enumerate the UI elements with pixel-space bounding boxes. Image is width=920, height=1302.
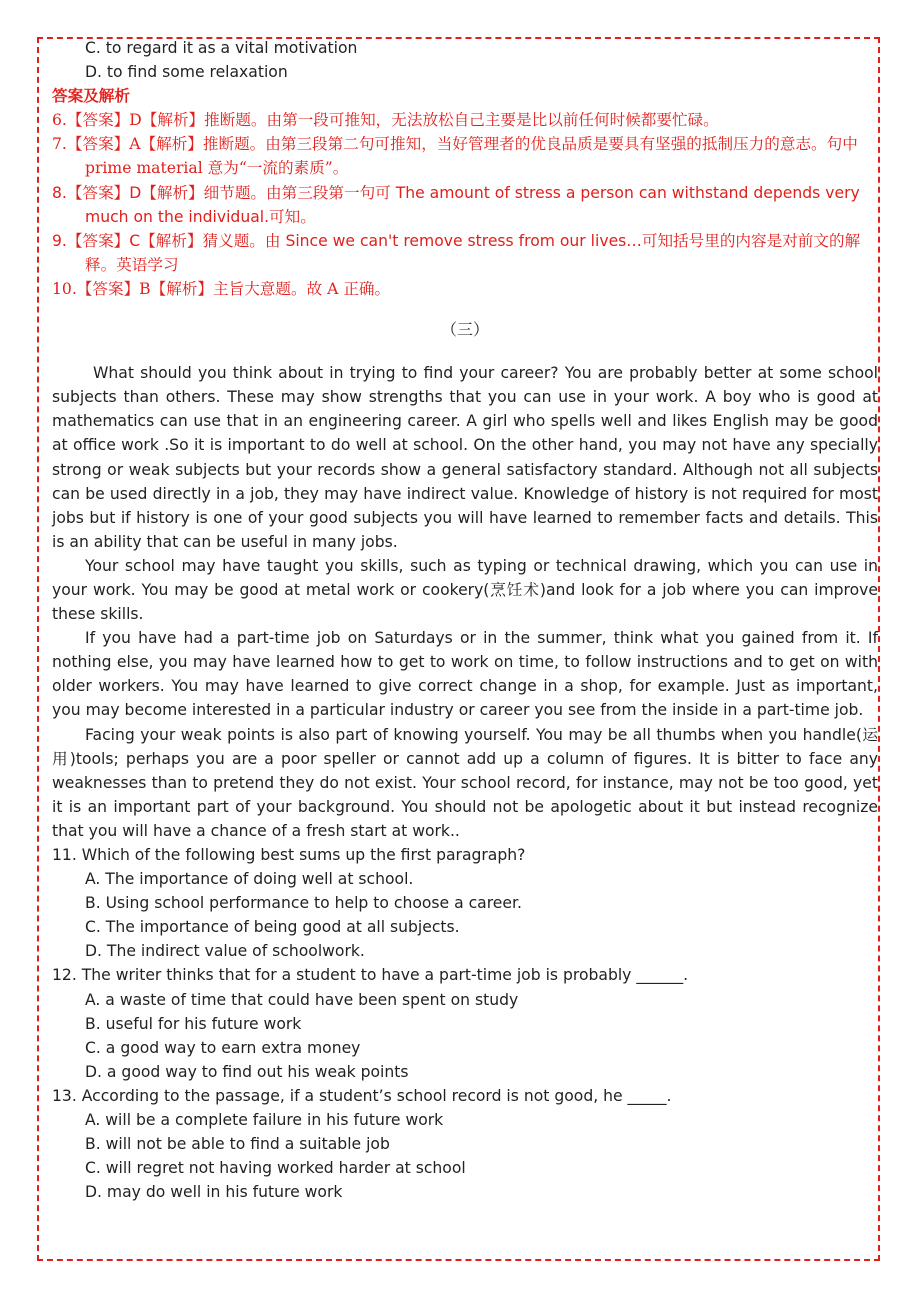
document-body (52, 36, 878, 1204)
question-option: C. a good way to earn extra money (85, 1038, 361, 1057)
option-c: C. to regard it as a vital motivation (85, 39, 358, 57)
question-11 (52, 843, 878, 963)
question-option: A. a waste of time that could have been spent on study (85, 990, 519, 1009)
section-title: （三） (440, 320, 489, 340)
answers-heading: 答案及解析 (52, 86, 130, 106)
question-option: B. Using school performance to help to choose a career. (85, 894, 522, 913)
question-stem: 12. The writer thinks that for a student to have a part-time job is probably ______. (52, 966, 689, 985)
question-option: A. The importance of doing well at school. (85, 870, 414, 889)
answer-item-8: 8.【答案】D【解析】细节题。由第三段第一句可 The amount of stress a person can withstand depends very much on the individual.可知。 (52, 183, 860, 226)
question-option: D. The indirect value of schoolwork. (85, 942, 365, 961)
passage-paragraph-2: Your school may have taught you skills, such as typing or technical drawing, which you can use in your work. You may be good at metal work or cookery(烹饪术)and look for a job where you can improve these skills. (52, 556, 878, 624)
answer-item-7: 7.【答案】A【解析】推断题。由第三段第二句可推知，当好管理者的优良品质是要具有坚强的抵制压力的意志。句中 prime material 意为“一流的素质”。 (52, 135, 858, 178)
question-option: C. The importance of being good at all subjects. (85, 918, 460, 937)
option-d: D. to find some relaxation (85, 63, 288, 82)
question-option: A. will be a complete failure in his future work (85, 1111, 444, 1130)
question-option: B. useful for his future work (85, 1014, 302, 1033)
question-option: B. will not be able to find a suitable job (85, 1135, 390, 1154)
question-12 (52, 963, 878, 1083)
question-13 (52, 1084, 878, 1204)
passage-paragraph-4: Facing your weak points is also part of knowing yourself. You may be all thumbs when you handle(运用)tools; perhaps you are a poor speller or cannot add up a column of figures. It is bitter to face any weaknesses than to pretend they do not exist. Your school record, for instance, may not be too good, yet it is an important part of your background. You should not be apologetic about it but instead recognize that you will have a chance of a fresh start at work.. (52, 725, 878, 840)
question-stem: 11. Which of the following best sums up the first paragraph? (52, 846, 526, 864)
answer-item-10: 10.【答案】B【解析】主旨大意题。故 A 正确。 (52, 279, 391, 298)
passage-paragraph-3: If you have had a part-time job on Saturdays or in the summer, think what you gained from it. If nothing else, you may have learned how to get to work on time, to follow instructions and to get on with older workers. You may have learned to give correct change in a shop, for example. Just as important, you may become interested in a particular industry or career you see from the inside in a part-time job. (52, 629, 878, 720)
question-option: D. a good way to find out his weak points (85, 1062, 409, 1081)
answer-item-6: 6.【答案】D【解析】推断题。由第一段可推知，无法放松自己主要是比以前任何时候都要忙碌。 (52, 111, 719, 130)
passage-paragraph-1: What should you think about in trying to find your career? You are probably better at some school subjects than others. These may show strengths that you can use in your work. A boy who is good at mathematics can use that in an engineering career. A girl who spells well and likes English may be good at office work .So it is important to do well at school. On the other hand, you may not have any specially strong or weak subjects but your records show a general satisfactory standard. Although not all subjects can be used directly in a job, they may have indirect value. Knowledge of history is not required for most jobs but if history is one of your good subjects you will have learned to remember facts and details. This is an ability that can be useful in many jobs. (52, 364, 878, 551)
question-stem: 13. According to the passage, if a student’s school record is not good, he _____. (52, 1086, 672, 1105)
question-option: C. will regret not having worked harder at school (85, 1159, 466, 1178)
question-option: D. may do well in his future work (85, 1183, 343, 1202)
answer-item-9: 9.【答案】C【解析】猜义题。由 Since we can't remove stress from our lives…可知括号里的内容是对前文的解释。英语学习 (52, 231, 861, 274)
